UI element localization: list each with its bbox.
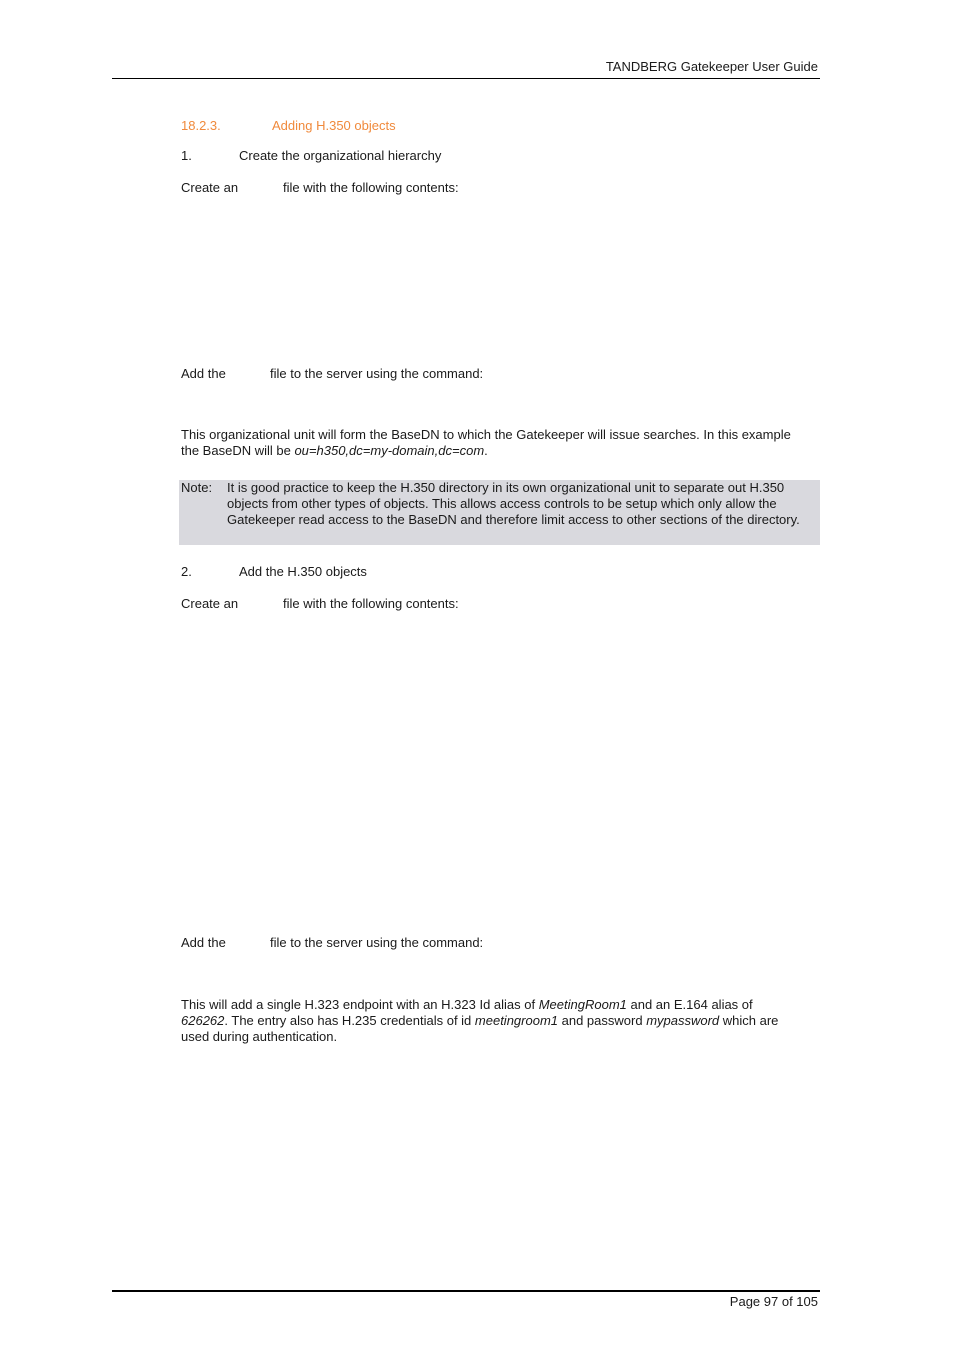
credential-password: mypassword xyxy=(646,1013,720,1028)
add-file-2-after: file to the server using the command: xyxy=(270,935,484,950)
note-label: Note: xyxy=(181,480,213,495)
step-2-number: 2. xyxy=(181,564,192,579)
note-box xyxy=(179,480,820,545)
section-number: 18.2.3. xyxy=(181,118,221,133)
h323-alias: MeetingRoom1 xyxy=(538,997,627,1012)
endpoint-text-1: This will add a single H.323 endpoint with an H.323 Id alias of xyxy=(181,997,539,1012)
basedn-paragraph-end: . xyxy=(484,443,488,458)
header-divider xyxy=(112,78,820,79)
add-file-2-before: Add the xyxy=(181,935,226,950)
basedn-value: ou=h350,dc=my-domain,dc=com xyxy=(294,443,485,458)
add-file-1-after: file to the server using the command: xyxy=(270,366,484,381)
endpoint-text-3: . The entry also has H.235 credentials of id xyxy=(224,1013,475,1028)
section-title: Adding H.350 objects xyxy=(272,118,396,133)
step-1-title: Create the organizational hierarchy xyxy=(239,148,442,163)
endpoint-text-2: and an E.164 alias of xyxy=(626,997,753,1012)
endpoint-text-4: and password xyxy=(558,1013,647,1028)
create-file-1-after: file with the following contents: xyxy=(283,180,459,195)
footer-divider xyxy=(112,1290,820,1292)
basedn-paragraph xyxy=(181,427,801,459)
add-file-1-before: Add the xyxy=(181,366,226,381)
note-text: It is good practice to keep the H.350 directory in its own organizational unit to separate out H.350 objects from other types of objects. This allows access controls to be setup which only allow the Gatekeeper read access to the BaseDN and therefore limit access to other sections of the directory. xyxy=(227,480,800,527)
endpoint-paragraph xyxy=(181,997,801,1045)
create-file-2-after: file with the following contents: xyxy=(283,596,459,611)
step-1-number: 1. xyxy=(181,148,192,163)
step-2-title: Add the H.350 objects xyxy=(239,564,367,579)
credential-id: meetingroom1 xyxy=(474,1013,559,1028)
e164-alias: 626262 xyxy=(181,1013,225,1028)
document-header-title: TANDBERG Gatekeeper User Guide xyxy=(605,59,818,74)
create-file-1-before: Create an xyxy=(181,180,239,195)
endpoint-text-5: which are used during authentication. xyxy=(181,1013,779,1044)
page-number: Page 97 of 105 xyxy=(729,1294,818,1309)
basedn-paragraph-text: This organizational unit will form the BaseDN to which the Gatekeeper will issue searches. In this example the BaseDN will be xyxy=(181,427,791,458)
create-file-2-before: Create an xyxy=(181,596,239,611)
